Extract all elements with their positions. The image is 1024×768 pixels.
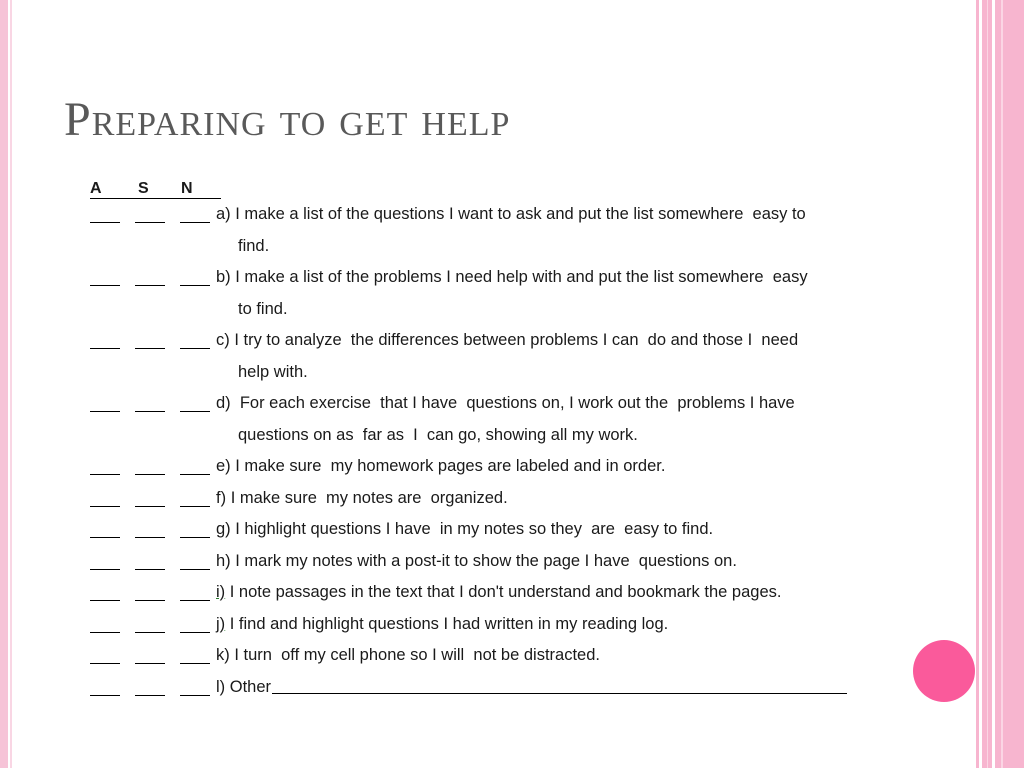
item-text <box>216 262 890 294</box>
response-blanks <box>90 600 212 601</box>
right-border-stripe <box>1001 0 1003 768</box>
other-write-in-line[interactable] <box>272 693 847 694</box>
item-line: I try to analyze the differences between problems I can do and those I need <box>234 331 799 349</box>
blank-always[interactable] <box>90 569 120 570</box>
blank-sometimes[interactable] <box>135 537 165 538</box>
item-text <box>216 483 890 515</box>
blank-sometimes[interactable] <box>135 348 165 349</box>
header-never: N <box>181 180 193 197</box>
item-text <box>216 514 890 546</box>
item-line: Other <box>229 677 272 696</box>
checklist-item <box>90 577 890 609</box>
blank-never[interactable] <box>180 506 210 507</box>
item-text <box>216 451 890 483</box>
response-blanks <box>90 411 212 412</box>
item-letter: l) <box>216 677 226 696</box>
blank-always[interactable] <box>90 348 120 349</box>
item-line: I highlight questions I have in my notes so they are easy to find. <box>235 520 714 538</box>
item-line: I make sure my notes are organized. <box>230 488 508 507</box>
blank-never[interactable] <box>180 569 210 570</box>
item-letter: b) <box>216 268 231 286</box>
response-blanks <box>90 506 212 507</box>
item-line: I make sure my homework pages are labeled and in order. <box>235 457 666 475</box>
blank-sometimes[interactable] <box>135 474 165 475</box>
item-text <box>216 609 890 641</box>
blank-always[interactable] <box>90 663 120 664</box>
item-line-continued: questions on as far as I can go, showing all my work. <box>238 425 638 444</box>
blank-never[interactable] <box>180 632 210 633</box>
item-letter: c) <box>216 331 230 349</box>
checklist-item <box>90 609 890 641</box>
item-text <box>216 388 890 420</box>
response-blanks <box>90 695 212 696</box>
column-headers <box>90 176 221 199</box>
item-line-continued: to find. <box>238 299 288 318</box>
blank-sometimes[interactable] <box>135 695 165 696</box>
item-text <box>216 672 890 704</box>
item-text <box>216 577 890 609</box>
blank-sometimes[interactable] <box>135 222 165 223</box>
response-blanks <box>90 537 212 538</box>
blank-sometimes[interactable] <box>135 569 165 570</box>
item-letter: j) <box>216 614 226 633</box>
checklist-item <box>90 514 890 546</box>
checklist-item <box>90 546 890 578</box>
item-line: I make a list of the questions I want to ask and put the list somewhere easy to <box>235 205 806 223</box>
header-always: A <box>90 180 102 197</box>
left-border-decoration <box>0 0 8 768</box>
item-line: I turn off my cell phone so I will not be distracted. <box>234 646 600 664</box>
item-line: For each exercise that I have questions on, I work out the problems I have <box>235 394 795 412</box>
checklist-item <box>90 451 890 483</box>
checklist-item <box>90 640 890 672</box>
blank-always[interactable] <box>90 411 120 412</box>
response-blanks <box>90 632 212 633</box>
item-text <box>216 325 890 357</box>
response-blanks <box>90 569 212 570</box>
blank-never[interactable] <box>180 663 210 664</box>
blank-always[interactable] <box>90 222 120 223</box>
blank-sometimes[interactable] <box>135 663 165 664</box>
item-text <box>216 546 890 578</box>
item-line: I make a list of the problems I need help with and put the list somewhere easy <box>235 268 808 286</box>
item-text <box>216 640 890 672</box>
blank-always[interactable] <box>90 632 120 633</box>
slide-title: Preparing to get help <box>64 93 511 146</box>
item-letter: g) <box>216 520 231 538</box>
blank-never[interactable] <box>180 222 210 223</box>
item-line: I note passages in the text that I don't understand and bookmark the pages. <box>229 583 782 601</box>
blank-sometimes[interactable] <box>135 600 165 601</box>
item-letter: h) <box>216 551 231 570</box>
item-line: I mark my notes with a post-it to show the page I have questions on. <box>235 551 737 570</box>
response-blanks <box>90 285 212 286</box>
item-line: I find and highlight questions I had written in my reading log. <box>229 614 669 633</box>
blank-never[interactable] <box>180 474 210 475</box>
item-letter: i) <box>216 583 226 601</box>
item-line-continued: help with. <box>238 362 308 381</box>
checklist-item <box>90 672 890 704</box>
blank-always[interactable] <box>90 506 120 507</box>
blank-sometimes[interactable] <box>135 632 165 633</box>
blank-always[interactable] <box>90 285 120 286</box>
blank-always[interactable] <box>90 600 120 601</box>
blank-never[interactable] <box>180 537 210 538</box>
response-blanks <box>90 348 212 349</box>
blank-always[interactable] <box>90 474 120 475</box>
header-sometimes: S <box>138 180 149 197</box>
blank-never[interactable] <box>180 695 210 696</box>
checklist-item <box>90 325 890 388</box>
blank-never[interactable] <box>180 600 210 601</box>
checklist-item <box>90 388 890 451</box>
checklist-item <box>90 199 890 262</box>
checklist-items <box>90 199 890 703</box>
response-blanks <box>90 222 212 223</box>
blank-sometimes[interactable] <box>135 506 165 507</box>
item-text <box>216 199 890 231</box>
blank-never[interactable] <box>180 348 210 349</box>
response-blanks <box>90 663 212 664</box>
blank-sometimes[interactable] <box>135 285 165 286</box>
item-letter: e) <box>216 457 231 475</box>
checklist-item <box>90 262 890 325</box>
checklist-item <box>90 483 890 515</box>
blank-always[interactable] <box>90 537 120 538</box>
blank-sometimes[interactable] <box>135 411 165 412</box>
response-blanks <box>90 474 212 475</box>
blank-never[interactable] <box>180 411 210 412</box>
item-line-continued: find. <box>238 236 270 255</box>
item-letter: f) <box>216 488 227 507</box>
right-border-decoration <box>974 0 1024 768</box>
item-letter: d) <box>216 394 231 412</box>
worksheet <box>90 176 890 703</box>
blank-never[interactable] <box>180 285 210 286</box>
item-letter: k) <box>216 646 230 664</box>
blank-always[interactable] <box>90 695 120 696</box>
right-border-stripe <box>992 0 995 768</box>
item-letter: a) <box>216 205 231 223</box>
decorative-circle <box>913 640 975 702</box>
